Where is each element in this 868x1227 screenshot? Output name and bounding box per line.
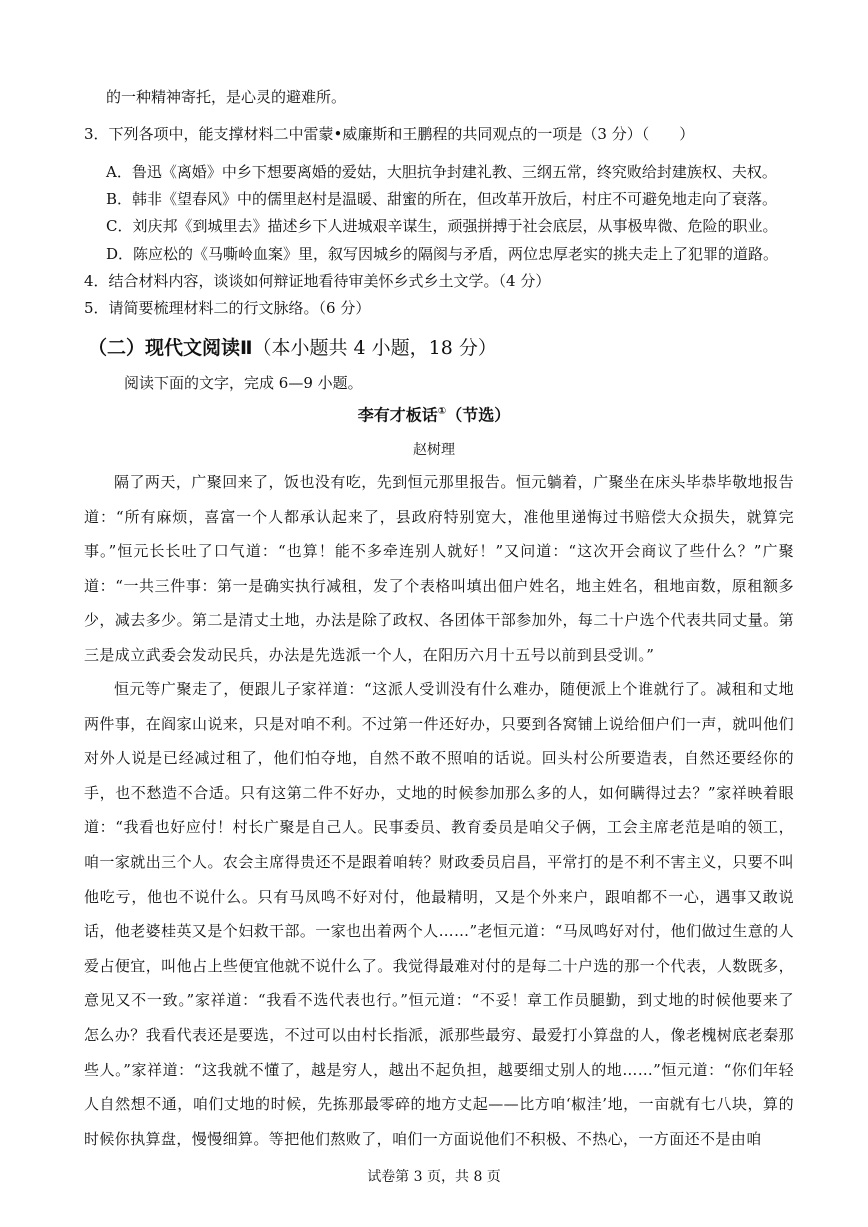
article-paragraph-1: 隔了两天，广聚回来了，饭也没有吃，先到恒元那里报告。恒元躺着，广聚坐在床头毕恭毕敬地报告道：“所有麻烦，喜富一个人都承认起来了，县政府特别宽大，准他里递悔过书赔偿大众损失，就算完事。”恒元长长吐了口气道：“也算！能不多牵连别人就好！”又问道：“这次开会商议了些什么？”广聚道：“一共三件事：第一是确实执行减租，发了个表格叫填出佃户姓名，地主姓名，租地亩数，原租额多少，减去多少。第二是清丈土地，办法是除了政权、各团体干部参加外，每二十户选个代表共同丈量。第三是成立武委会发动民兵，办法是先选派一个人，在阳历六月十五号以前到县受训。” bbox=[84, 473, 794, 664]
article-paragraph-2: 恒元等广聚走了，便跟儿子家祥道：“这派人受训没有什么难办，随便派上个谁就行了。减租和丈地两件事，在阎家山说来，只是对咱不利。不过第一件还好办，只要到各窝铺上说给佃户们一声，就叫他们对外人说是已经减过租了，他们怕夺地，自然不敢不照咱的话说。回头村公所要造表，自然还要经你的手，也不愁造不合适。只有这第二件不好办，丈地的时候参加那么多的人，如何瞒得过去？”家祥映着眼道：“我看也好应付！村长广聚是自己人。民事委员、教育委员是咱父子俩，工会主席老范是咱的领工，咱一家就出三个人。农会主席得贵还不是跟着咱转？财政委员启昌，平常打的是不利不害主义，只要不叫他吃亏，他也不说什么。只有马凤鸣不好对付，他最精明，又是个外来户，跟咱都不一心，遇事又敢说话，他老婆桂英又是个妇救干部。一家也出着两个人……”老恒元道：“马凤鸣好对付，他们做过生意的人爱占便宜，叫他占上些便宜他就不说什么了。我觉得最难对付的是每二十户选的那一个代表，人数既多，意见又不一致。”家祥道：“我看不选代表也行。”恒元道：“不妥！章工作员腿勤，到丈地的时候他要来了怎么办？我看代表还是要选，不过可以由村长指派，派那些最穷、最爱打小算盘的人，像老槐树底老秦那些人。”家祥道：“这我就不懂了，越是穷人，越出不起负担，越要细丈别人的地……”恒元道：“你们年轻人自然想不通，咱们丈地的时候，先拣那最零碎的地方丈起——比方咱‘椒洼’地，一亩就有七八块，算的时候你执算盘，慢慢细算。等把他们熬败了，咱们一方面说他们不积极、不热心，一方面还不是由咱 bbox=[84, 680, 794, 1148]
question-5: 5．请简要梳理材料二的行文脉络。（6 分） bbox=[84, 299, 371, 317]
section-heading bbox=[88, 336, 497, 360]
question-3-stem: 3．下列各项中，能支撑材料二中雷蒙•威廉斯和王鹏程的共同观点的一项是（3 分）（ ） bbox=[84, 125, 695, 143]
continued-line: 的一种精神寄托，是心灵的避难所。 bbox=[106, 88, 347, 106]
article-title-text: 李有才板话 bbox=[357, 405, 438, 425]
question-4: 4．结合材料内容，谈谈如何辩证地看待审美怀乡式乡土文学。（4 分） bbox=[84, 272, 551, 290]
footnote-mark: ① bbox=[437, 406, 447, 417]
article-title bbox=[0, 402, 868, 425]
section-heading-note: （本小题共 4 小题，18 分） bbox=[252, 337, 497, 359]
question-3-option-b: B．韩非《望春风》中的儒里赵村是温暖、甜蜜的所在，但改革开放后，村庄不可避免地走向了衰落。 bbox=[106, 190, 778, 208]
article-title-suffix: （节选） bbox=[446, 405, 511, 425]
section-heading-title: （二）现代文阅读Ⅱ bbox=[88, 337, 253, 359]
question-3-option-c: C．刘庆邦《到城里去》描述乡下人进城艰辛谋生，顽强拼搏于社会底层，从事极卑微、危险的职业。 bbox=[106, 217, 778, 235]
page-footer: 试卷第 3 页，共 8 页 bbox=[367, 1169, 501, 1185]
reading-instruction: 阅读下面的文字，完成 6—9 小题。 bbox=[124, 374, 363, 392]
question-3-option-a: A．鲁迅《离婚》中乡下想要离婚的爱姑，大胆抗争封建礼教、三纲五常，终究败给封建族权、夫权。 bbox=[106, 163, 777, 181]
question-3-option-d: D．陈应松的《马嘶岭血案》里，叙写因城乡的隔阂与矛盾，两位忠厚老实的挑夫走上了犯罪的道路。 bbox=[106, 245, 779, 263]
article-author: 赵树理 bbox=[413, 442, 455, 458]
